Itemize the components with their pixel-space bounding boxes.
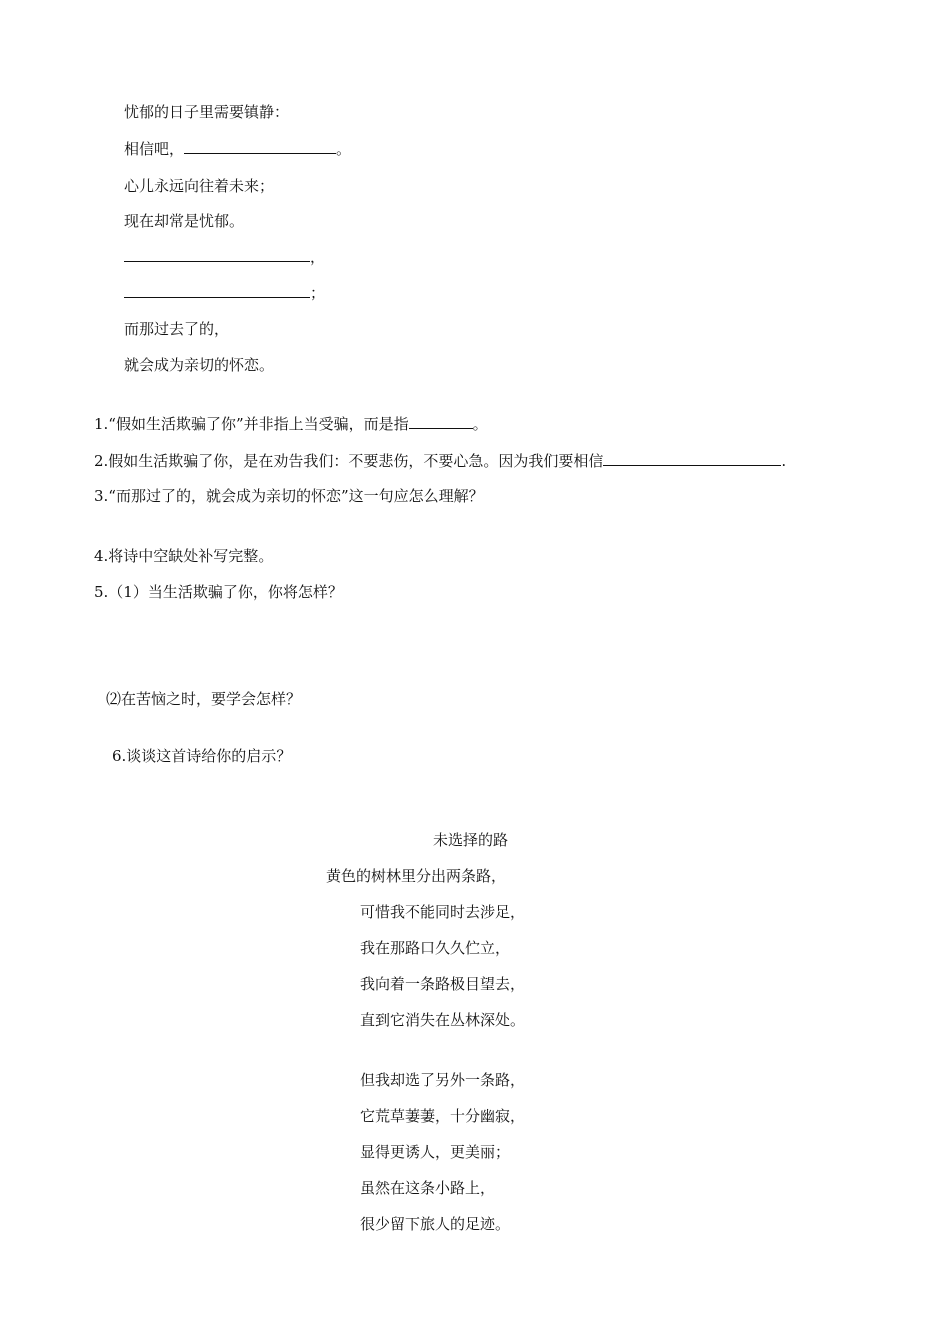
poem2-line-7: 它荒草萋萋，十分幽寂， — [360, 1107, 526, 1125]
poem2-title: 未选择的路 — [433, 831, 509, 849]
poem2-line-9: 虽然在这条小路上， — [360, 1179, 496, 1197]
answer-blank-q2[interactable] — [603, 451, 781, 466]
poem-line-3: 心儿永远向往着未来； — [124, 177, 275, 195]
question-6: 6.谈谈这首诗给你的启示？ — [112, 747, 292, 765]
question-3: 3.“而那过了的，就会成为亲切的怀恋”这一句应怎么理解？ — [94, 487, 484, 505]
question-5: 5.（1）当生活欺骗了你，你将怎样？ — [94, 583, 343, 601]
poem-line-1: 忧郁的日子里需要镇静： — [124, 103, 290, 121]
question-2-text: 2.假如生活欺骗了你，是在劝告我们：不要悲伤，不要心急。因为我们要相信 — [94, 452, 604, 470]
question-5-part-2: ⑵在苦恼之时，要学会怎样？ — [106, 690, 302, 708]
question-1 — [94, 414, 488, 434]
question-1-punct: 。 — [472, 415, 488, 433]
poem2-line-5: 直到它消失在丛林深处。 — [360, 1011, 526, 1029]
fill-blank-3[interactable] — [124, 283, 310, 298]
answer-blank-q1[interactable] — [409, 414, 473, 429]
poem2-line-6: 但我却选了另外一条路， — [360, 1071, 526, 1089]
question-4: 4.将诗中空缺处补写完整。 — [94, 547, 274, 565]
poem-line-6 — [124, 283, 325, 303]
fill-blank-1[interactable] — [184, 139, 336, 154]
poem2-line-2: 可惜我不能同时去涉足， — [360, 903, 526, 921]
poem-line-2 — [124, 139, 351, 159]
poem2-line-3: 我在那路口久久伫立， — [360, 939, 511, 957]
poem-line-2-text: 相信吧， — [124, 140, 185, 158]
poem2-line-8: 显得更诱人，更美丽； — [360, 1143, 511, 1161]
poem2-line-10: 很少留下旅人的足迹。 — [360, 1215, 511, 1233]
poem2-line-4: 我向着一条路极目望去， — [360, 975, 526, 993]
poem-line-4: 现在却常是忧郁。 — [124, 212, 245, 230]
poem-line-2-punct: 。 — [336, 140, 352, 158]
question-1-text: 1.“假如生活欺骗了你”并非指上当受骗，而是指 — [94, 415, 409, 433]
fill-blank-2[interactable] — [124, 247, 310, 262]
question-2 — [94, 451, 786, 471]
poem-line-5 — [124, 247, 325, 267]
poem2-line-1: 黄色的树林里分出两条路， — [326, 867, 507, 885]
poem-line-7: 而那过去了的， — [124, 320, 230, 338]
poem-line-5-punct: ， — [310, 248, 326, 266]
poem-line-8: 就会成为亲切的怀恋。 — [124, 356, 275, 374]
poem-line-6-punct: ； — [310, 284, 326, 302]
question-2-punct: . — [781, 452, 787, 470]
